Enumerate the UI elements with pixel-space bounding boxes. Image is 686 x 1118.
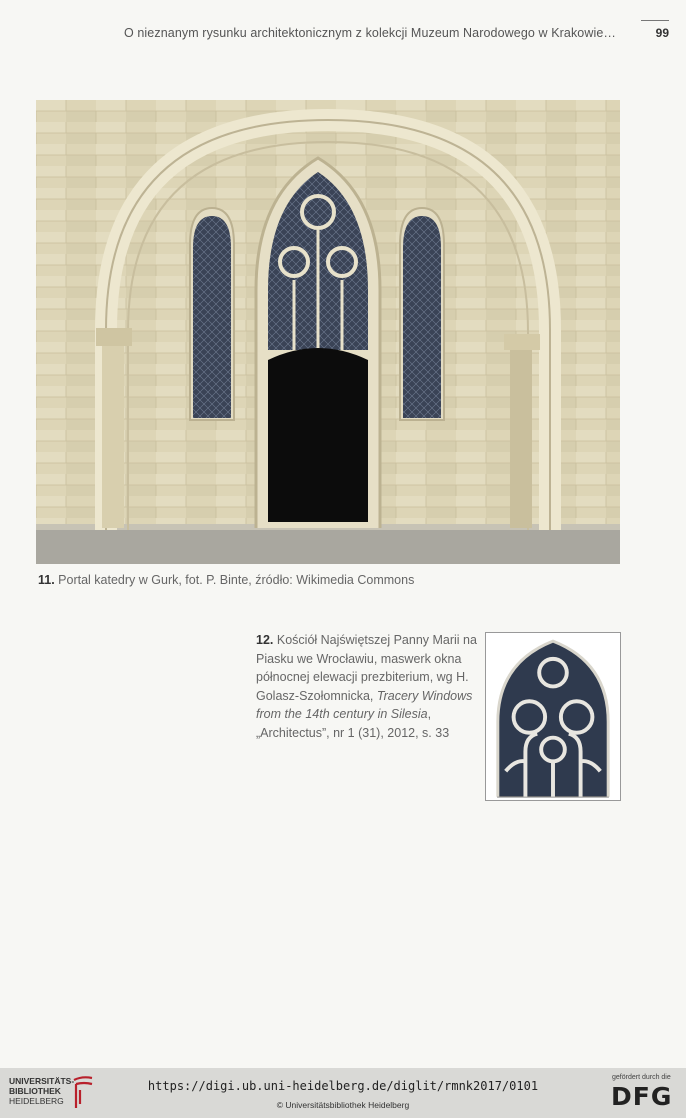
funding-note: gefördert durch die [612, 1074, 671, 1081]
figure-11-caption [38, 573, 414, 587]
figure-12-number: 12. [256, 633, 274, 647]
digital-library-link[interactable]: https://digi.ub.uni-heidelberg.de/diglit/rmnk2017/0101 [147, 1079, 539, 1093]
portal-photo [36, 100, 620, 564]
figure-12-italic-title: Tracery Windows from the 14th century in Silesia [256, 688, 473, 721]
library-line-2: BIBLIOTHEK [9, 1086, 61, 1096]
figure-11-text: Portal katedry w Gurk, fot. P. Binte, źródło: Wikimedia Commons [58, 573, 415, 587]
figure-12-text: Kościół Najświętszej Panny Marii na Piasku we Wrocławiu, maswerk okna północnej elewacji prezbiterium, wg H. Golasz-Szołomnicka, [256, 633, 477, 703]
library-line-3: HEIDELBERG [9, 1096, 64, 1106]
running-title: O nieznanym rysunku architektonicznym z kolekcji Muzeum Narodowego w Krakowie… [123, 26, 616, 40]
page-number: 99 [655, 26, 669, 40]
figure-12-tail: , „Architectus”, nr 1 (31), 2012, s. 33 [256, 707, 450, 740]
footer-bar [0, 1068, 686, 1118]
figure-12-caption [256, 631, 478, 742]
dfg-logo: DFG [611, 1082, 673, 1111]
tracery-drawing [485, 632, 621, 801]
page-number-rule [641, 20, 669, 21]
figure-11-number: 11. [38, 573, 55, 587]
library-line-1: UNIVERSITÄTS- [9, 1076, 75, 1086]
copyright-notice: © Universitätsbibliothek Heidelberg [276, 1100, 410, 1110]
